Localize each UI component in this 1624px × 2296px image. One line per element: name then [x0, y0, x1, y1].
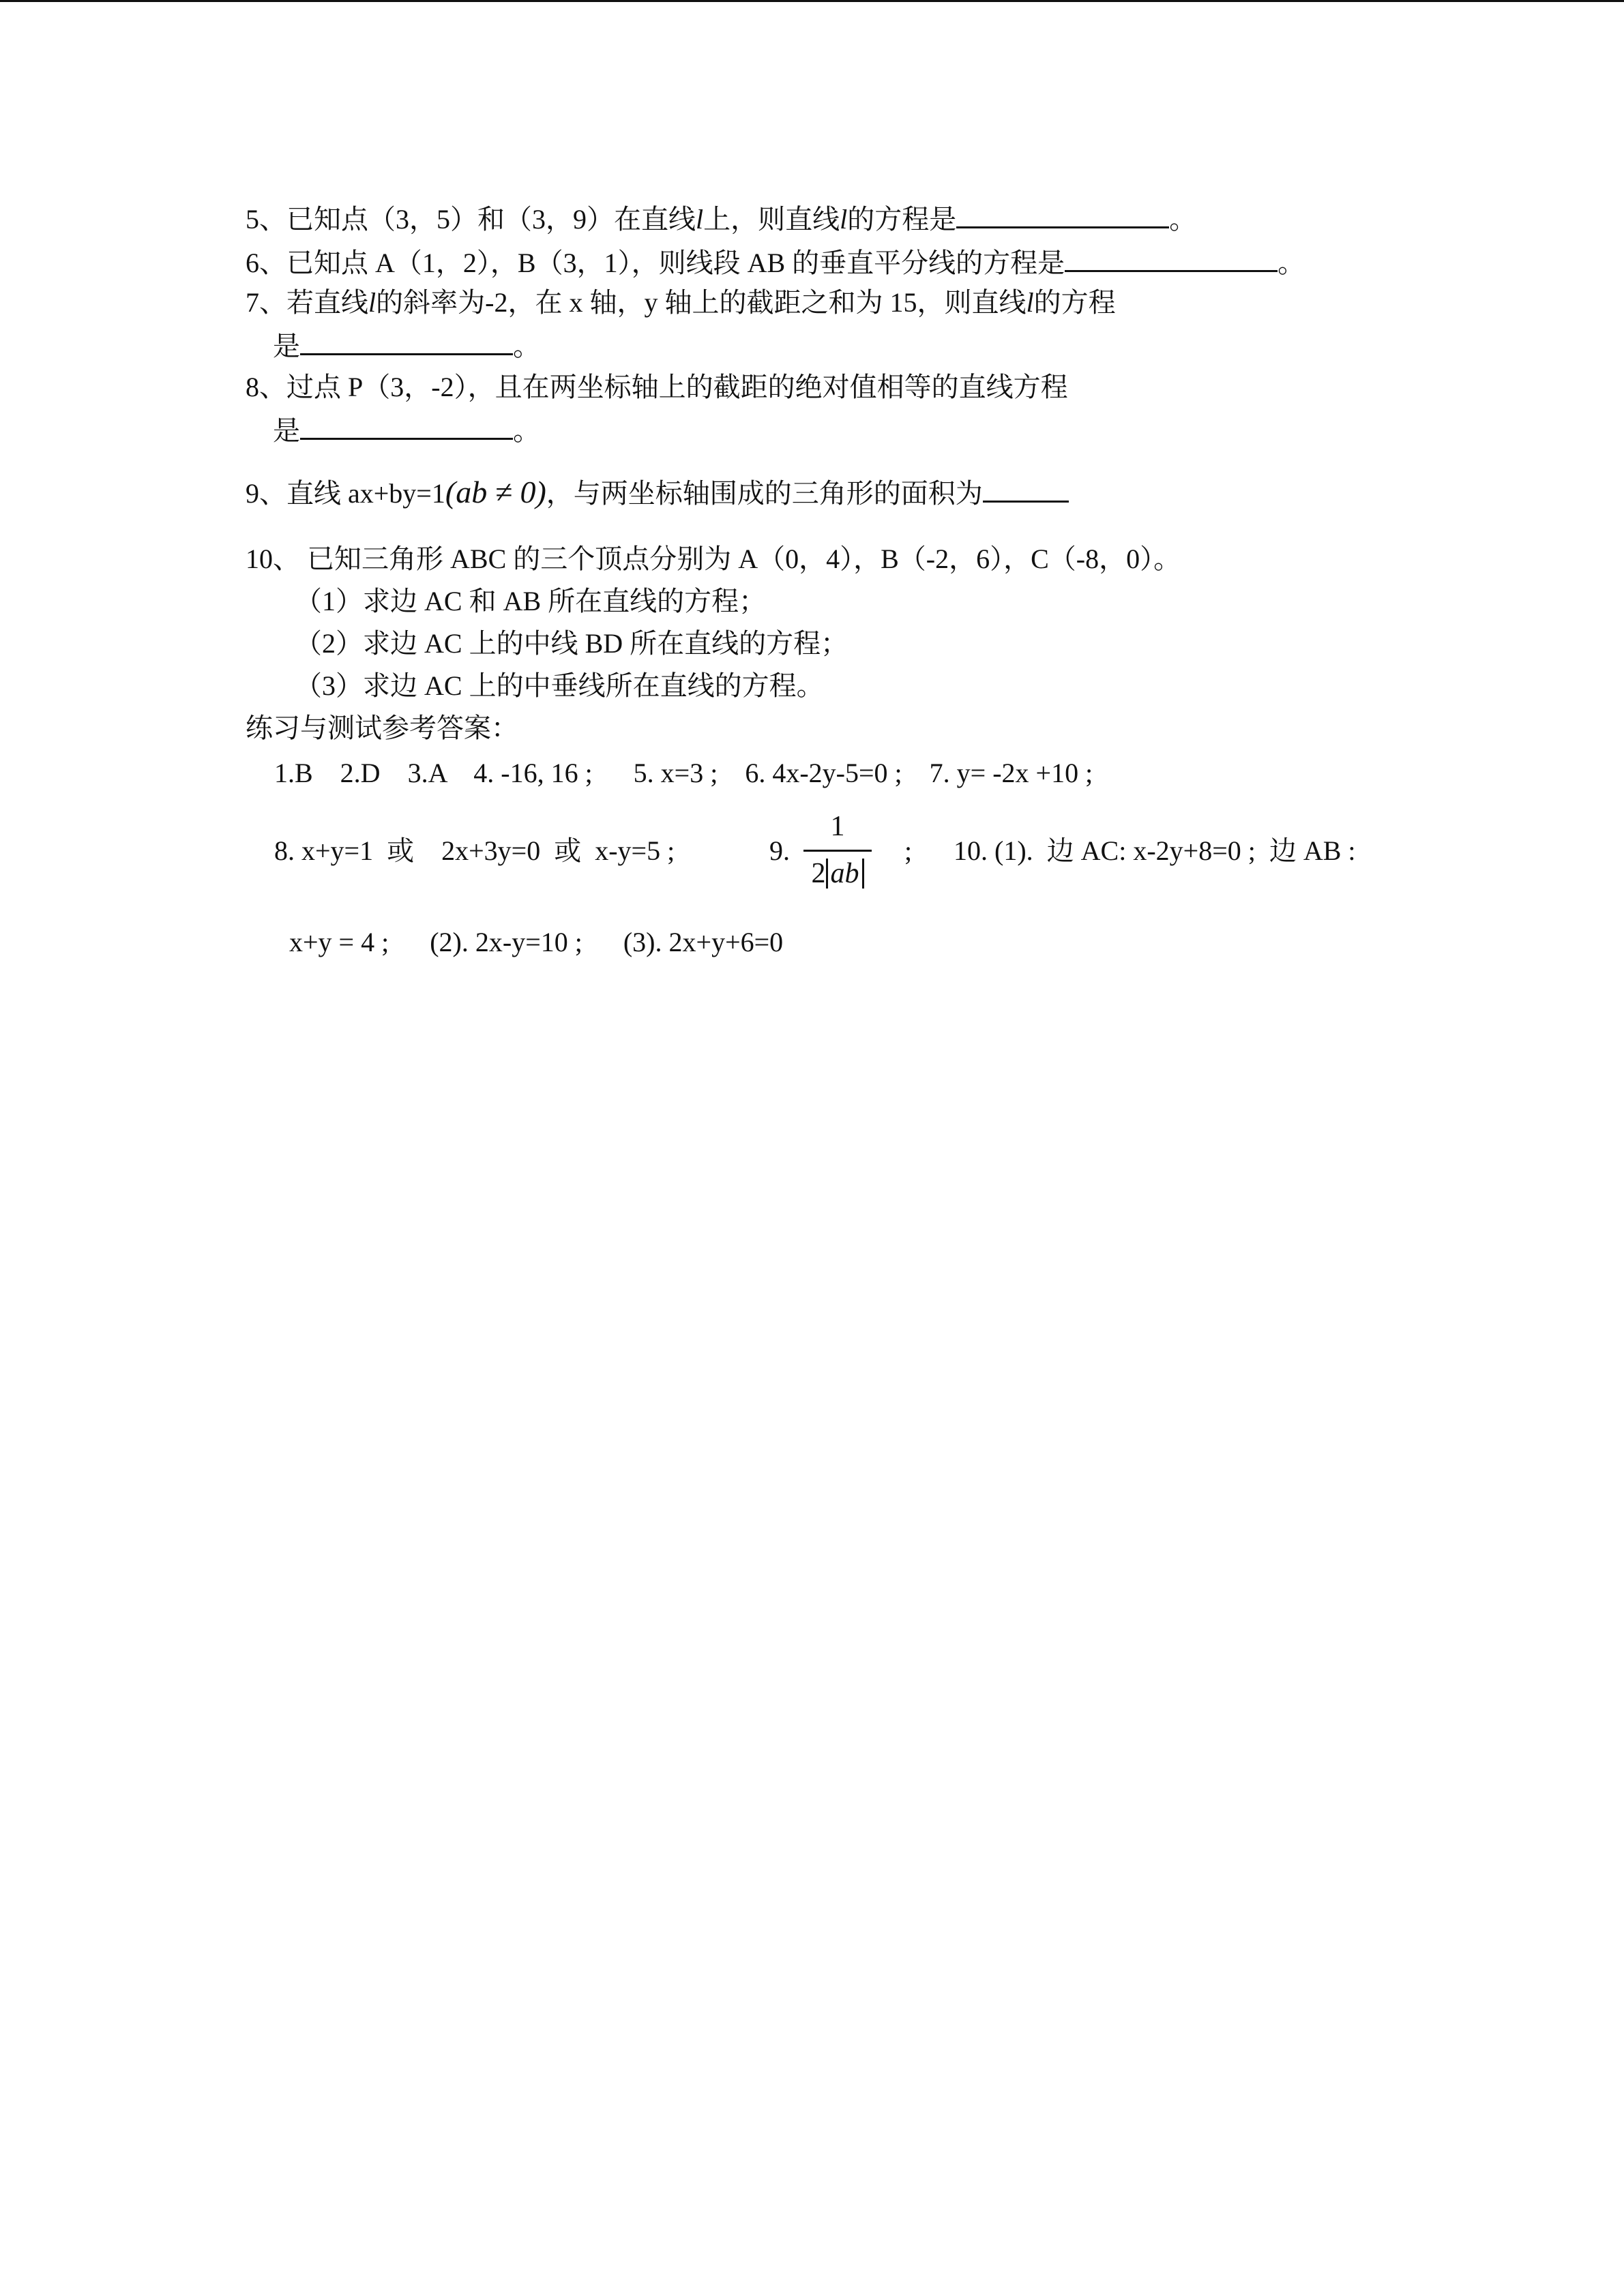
answers-row-3-text: x+y = 4 ; (2). 2x-y=10 ; (3). 2x+y+6=0 [289, 927, 784, 957]
q8-line2-text: 是 [273, 415, 300, 446]
q9-condition: (ab ≠ 0) [445, 475, 546, 509]
q9-text-a: 9、直线 ax+by=1 [246, 478, 445, 509]
answer-10-label: 10 [954, 835, 981, 866]
q7-text-b: 的斜率为-2，在 x 轴，y 轴上的截距之和为 15，则直线 [376, 287, 1027, 318]
answers-row-1 [274, 757, 1093, 790]
q8-text: 8、过点 P（3，-2），且在两坐标轴上的截距的绝对值相等的直线方程 [246, 372, 1068, 402]
q5-line-symbol-1: l [696, 204, 704, 235]
fraction-numerator: 1 [830, 811, 845, 842]
q6-answer-blank [1065, 245, 1278, 272]
semicolon-text: ; [904, 835, 913, 866]
question-5 [246, 202, 1196, 236]
question-7-continued [273, 329, 540, 363]
answers-row-1-text: 1.B 2.D 3.A 4. -16, 16 ; 5. x=3 ; 6. 4x-2y-5=0 ; 7. y= -2x +10 ; [274, 758, 1093, 788]
answer-9-label-text: 9. [769, 835, 790, 866]
question-10-part-3 [295, 670, 824, 702]
answer-9-semicolon [904, 835, 912, 867]
q7-text-a: 7、若直线 [246, 287, 368, 318]
question-6 [246, 245, 1305, 280]
question-7 [246, 286, 1116, 319]
q7-end: 。 [513, 331, 540, 361]
q9-answer-blank [983, 476, 1069, 503]
answer-9-fraction [803, 810, 872, 890]
answer-10-text: . (1). 边 AC: x-2y+8=0 ; 边 AB : [981, 835, 1356, 866]
absolute-value-ab: ab [826, 859, 864, 889]
answers-row-3 [289, 926, 783, 959]
answers-row-2-left [274, 835, 675, 867]
q7-line-symbol-1: l [368, 287, 377, 318]
question-10-title [246, 543, 1181, 576]
q6-text: 6、已知点 A（1，2），B（3，1），则线段 AB 的垂直平分线的方程是 [246, 248, 1065, 278]
q7-text-c: 的方程 [1033, 287, 1116, 318]
fraction-denominator [803, 857, 872, 890]
page-top-border [0, 0, 1624, 2]
q5-text-a: 5、已知点（3，5）和（3，9）在直线 [246, 204, 696, 235]
q10-sub1-text: （1）求边 AC 和 AB 所在直线的方程； [295, 586, 767, 616]
question-9 [246, 476, 1069, 510]
q7-line2-text: 是 [273, 331, 300, 361]
q5-text-c: 的方程是 [847, 204, 957, 235]
q9-text-b: ，与两坐标轴围成的三角形的面积为 [546, 478, 983, 509]
answer-10 [954, 835, 1356, 867]
question-10-part-1 [295, 585, 766, 618]
denominator-coefficient: 2 [811, 858, 826, 889]
question-10-part-2 [295, 627, 848, 660]
q8-end: 。 [513, 415, 540, 446]
question-8 [246, 371, 1068, 404]
q5-text-b: 上，则直线 [703, 204, 840, 235]
q8-answer-blank [300, 413, 513, 440]
q6-end: 。 [1278, 248, 1305, 278]
answers-heading-text: 练习与测试参考答案： [246, 713, 518, 743]
q5-end: 。 [1169, 204, 1197, 235]
fraction-bar [803, 850, 872, 852]
q10-sub2-text: （2）求边 AC 上的中线 BD 所在直线的方程； [295, 628, 848, 659]
answer-8-text: 8. x+y=1 或 2x+3y=0 或 x-y=5 ; [274, 835, 675, 866]
q5-line-symbol-2: l [840, 204, 848, 235]
answer-9-label [769, 835, 790, 867]
question-8-continued [273, 413, 540, 447]
q10-sub3-text: （3）求边 AC 上的中垂线所在直线的方程。 [295, 670, 824, 701]
q5-answer-blank [956, 202, 1169, 228]
q7-answer-blank [300, 329, 513, 355]
answers-heading [246, 712, 518, 745]
q7-line-symbol-2: l [1026, 287, 1034, 318]
q10-title-text: 10、 已知三角形 ABC 的三个顶点分别为 A（0，4），B（-2，6），C（-8，0）。 [246, 543, 1181, 574]
